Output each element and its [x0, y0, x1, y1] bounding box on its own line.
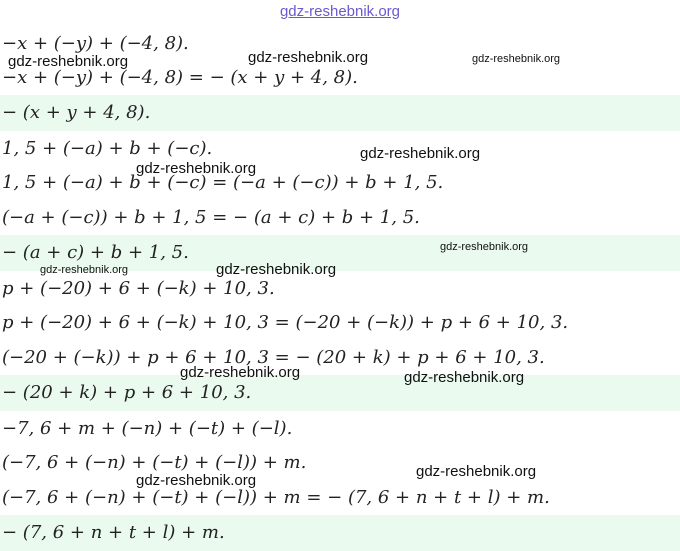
watermark: gdz-reshebnik.org [136, 160, 257, 177]
site-link-header[interactable]: gdz-reshebnik.org [279, 3, 401, 20]
answer-line: − (x + y + 4, 8). [0, 95, 680, 131]
watermark: gdz-reshebnik.org [360, 145, 481, 162]
answer-line: − (7, 6 + n + t + l) + m. [0, 515, 680, 551]
watermark: gdz-reshebnik.org [472, 53, 561, 65]
math-line: −7, 6 + m + (−n) + (−t) + (−l). [2, 418, 293, 439]
math-line: (−7, 6 + (−n) + (−t) + (−l)) + m. [2, 452, 307, 473]
answer-line: − (20 + k) + p + 6 + 10, 3. [0, 375, 680, 411]
math-line: −x + (−y) + (−4, 8) = − (x + y + 4, 8). [2, 67, 358, 88]
watermark: gdz-reshebnik.org [8, 53, 129, 70]
watermark: gdz-reshebnik.org [136, 472, 257, 489]
watermark: gdz-reshebnik.org [440, 241, 529, 253]
math-line: −x + (−y) + (−4, 8). [2, 33, 189, 54]
watermark: gdz-reshebnik.org [248, 49, 369, 66]
math-line: p + (−20) + 6 + (−k) + 10, 3 = (−20 + (−k)) + p + 6 + 10, 3. [2, 312, 569, 333]
math-line: p + (−20) + 6 + (−k) + 10, 3. [2, 278, 275, 299]
math-line: 1, 5 + (−a) + b + (−c). [2, 138, 213, 159]
math-line: 1, 5 + (−a) + b + (−c) = (−a + (−c)) + b + 1, 5. [2, 172, 444, 193]
math-line: (−7, 6 + (−n) + (−t) + (−l)) + m = − (7, 6 + n + t + l) + m. [2, 487, 550, 508]
watermark: gdz-reshebnik.org [404, 369, 525, 386]
watermark: gdz-reshebnik.org [40, 264, 129, 276]
watermark: gdz-reshebnik.org [416, 463, 537, 480]
math-line: (−20 + (−k)) + p + 6 + 10, 3 = − (20 + k) + p + 6 + 10, 3. [2, 347, 545, 368]
answer-line: − (a + c) + b + 1, 5. [0, 235, 680, 271]
math-line: (−a + (−c)) + b + 1, 5 = − (a + c) + b + 1, 5. [2, 207, 420, 228]
watermark: gdz-reshebnik.org [180, 364, 301, 381]
watermark: gdz-reshebnik.org [216, 261, 337, 278]
